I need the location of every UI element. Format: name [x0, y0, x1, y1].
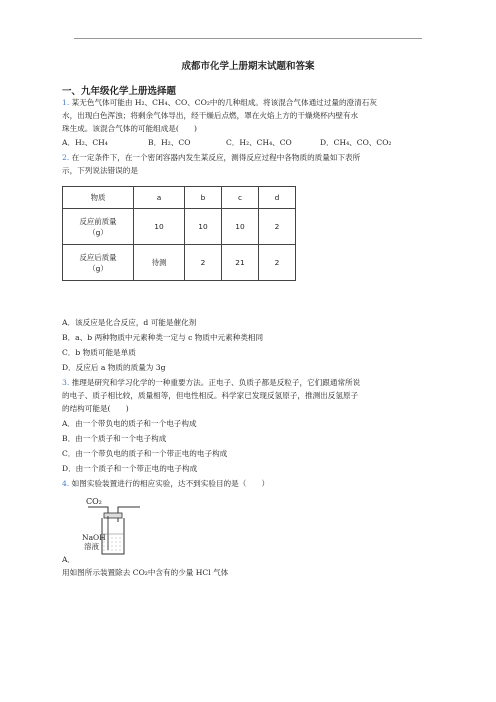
row-label-line1: 反应前质量: [79, 216, 117, 226]
q1-options: [62, 136, 391, 149]
table-header: a: [134, 187, 185, 209]
q1-option-b: B．H₂、CO: [148, 138, 191, 147]
table-cell: 10: [185, 209, 222, 245]
q2-line2: 示，下列说法错误的是: [62, 166, 138, 175]
table-row: [63, 245, 296, 281]
q3-number: 3.: [62, 378, 70, 387]
row-label-line2: （g）: [88, 263, 108, 273]
table-cell: 2: [259, 245, 296, 281]
q2-option-d: D．反应后 a 物质的质量为 3g: [62, 363, 166, 372]
q3-option-a: A．由一个带负电的质子和一个电子构成: [62, 419, 197, 428]
table-row-label: [63, 245, 134, 281]
q2-text-1: 在一定条件下，在一个密闭容器内发生某反应，测得反应过程中各物质的质量如下表所: [71, 153, 361, 162]
q3-option-d: D．由一个质子和一个带正电的电子构成: [62, 464, 198, 473]
q4-number: 4.: [62, 479, 70, 488]
q1-option-c: C．H₂、CH₄、CO: [226, 138, 292, 147]
table-header: c: [222, 187, 259, 209]
table-header-row: [63, 187, 296, 209]
q1-option-a: A．H₂、CH₄: [62, 138, 108, 147]
q2-option-c: C．b 物质可能是单质: [62, 348, 136, 357]
q1-number: 1.: [62, 98, 70, 107]
q3-option-c: C．由一个带负电的质子和一个带正电的电子构成: [62, 449, 228, 458]
row-label-line2: （g）: [88, 227, 108, 237]
q4-line1: [62, 477, 269, 490]
q3-text-1: 推理是研究和学习化学的一种重要方法。正电子、负质子都是反粒子，它们跟通常所说: [71, 378, 361, 387]
table-cell: 待测: [134, 245, 185, 281]
table-cell: 21: [222, 245, 259, 281]
q3-line2: 的电子、质子相比较，质量相等，但电性相反。科学家已发现反氢原子，推测出反氢原子: [62, 391, 359, 400]
table-row: [63, 209, 296, 245]
q4-option-a-text: 用如图所示装置除去 CO₂中含有的少量 HCl 气体: [62, 568, 229, 577]
q1-line3: 珠生成。该混合气体的可能组成是( ): [62, 124, 198, 133]
q2-option-a: A．该反应是化合反应，d 可能是催化剂: [62, 318, 197, 327]
q3-option-b: B．由一个质子和一个电子构成: [62, 434, 167, 443]
q1-line2: 水，出现白色浑浊；将剩余气体导出，经干燥后点燃，罩在火焰上方的干燥烧杯内壁有水: [62, 111, 359, 120]
q2-option-b: B．a、b 两种物质中元素种类一定与 c 物质中元素种类相同: [62, 333, 264, 342]
table-cell: 2: [185, 245, 222, 281]
q3-line1: [62, 376, 360, 389]
q4-text-1: 如图实验装置进行的相应实验，达不到实验目的是（ ）: [71, 479, 270, 488]
mass-table: [62, 186, 296, 281]
table-cell: 2: [259, 209, 296, 245]
table-header: 物质: [63, 187, 134, 209]
table-header: d: [259, 187, 296, 209]
q2-number: 2.: [62, 153, 70, 162]
q1-text-1: 某无色气体可能由 H₂、CH₄、CO、CO₂中的几种组成。将该混合气体通过过量的澄清石灰: [71, 98, 377, 107]
top-rule: [74, 38, 422, 39]
table-header: b: [185, 187, 222, 209]
wash-bottle-diagram: [82, 494, 162, 558]
naoh-label: NaOH: [82, 533, 106, 542]
q1-option-d: D．CH₄、CO、CO₂: [320, 138, 392, 147]
page-title: 成都市化学上册期末试题和答案: [181, 61, 315, 72]
table-cell: 10: [134, 209, 185, 245]
gas-washing-bottle-figure: [82, 494, 162, 558]
table-cell: 10: [222, 209, 259, 245]
solution-label: 溶液: [84, 542, 99, 551]
q2-line1: [62, 151, 360, 164]
section-heading: 一、九年级化学上册选择题: [62, 86, 177, 97]
q3-line3: 的结构可能是( ): [62, 404, 129, 413]
table-row-label: [63, 209, 134, 245]
q4-option-a-letter: A．: [62, 555, 76, 564]
co2-label: CO₂: [86, 497, 102, 506]
row-label-line1: 反应后质量: [79, 252, 117, 262]
q1-line1: [62, 96, 377, 109]
